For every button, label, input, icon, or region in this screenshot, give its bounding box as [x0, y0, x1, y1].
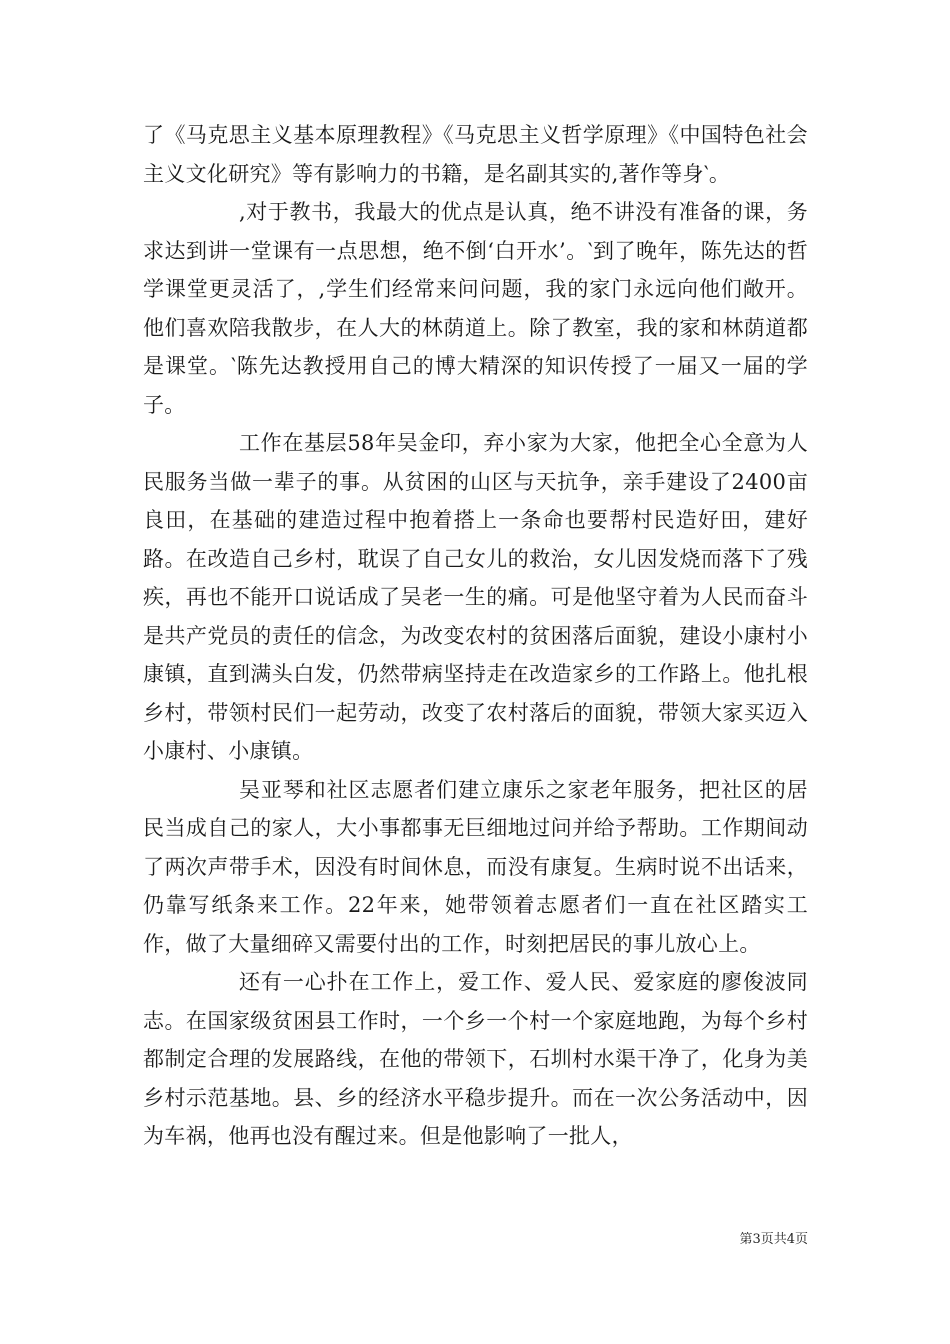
paragraph-2: ,对于教书，我最大的优点是认真，绝不讲没有准备的课，务求达到讲一堂课有一点思想，绝不倒‘白开水’。‵到了晚年，陈先达的哲学课堂更灵活了，,学生们经常来问问题，我的家门永远向他们敞开。他们喜欢陪我散步，在人大的林荫道上。除了教室，我的家和林荫道都是课堂。‵陈先达教授用自己的博大精深的知识传授了一届又一届的学子。: [143, 200, 808, 417]
paragraph-4: 吴亚琴和社区志愿者们建立康乐之家老年服务，把社区的居民当成自己的家人，大小事都事无巨细地过问并给予帮助。工作期间动了两次声带手术，因没有时间休息，而没有康复。生病时说不出话来，仍靠写纸条来工作。22年来，她带领着志愿者们一直在社区踏实工作，做了大量细碎又需要付出的工作，时刻把居民的事儿放心上。: [143, 777, 808, 956]
page-number: 第3页共4页: [739, 1232, 808, 1247]
document-body: [143, 116, 808, 1156]
paragraph-1: 了《马克思主义基本原理教程》《马克思主义哲学原理》《中国特色社会主义文化研究》等有影响力的书籍，是名副其实的,著作等身‵。: [143, 123, 808, 186]
paragraph-5: 还有一心扑在工作上，爱工作、爱人民、爱家庭的廖俊波同志。在国家级贫困县工作时，一个乡一个村一个家庭地跑，为每个乡村都制定合理的发展路线，在他的带领下，石圳村水渠干净了，化身为美乡村示范基地。县、乡的经济水平稳步提升。而在一次公务活动中，因为车祸，他再也没有醒过来。但是他影响了一批人，: [143, 970, 808, 1148]
paragraph-3: 工作在基层58年吴金印，弃小家为大家，他把全心全意为人民服务当做一辈子的事。从贫困的山区与天抗争，亲手建设了2400亩良田，在基础的建造过程中抱着搭上一条命也要帮村民造好田，建好路。在改造自己乡村，耽误了自己女儿的救治，女儿因发烧而落下了残疾，再也不能开口说话成了吴老一生的痛。可是他坚守着为人民而奋斗是共产党员的责任的信念，为改变农村的贫困落后面貌，建设小康村小康镇，直到满头白发，仍然带病坚持走在改造家乡的工作路上。他扎根乡村，带领村民们一起劳动，改变了农村落后的面貌，带领大家买迈入小康村、小康镇。: [143, 431, 808, 763]
